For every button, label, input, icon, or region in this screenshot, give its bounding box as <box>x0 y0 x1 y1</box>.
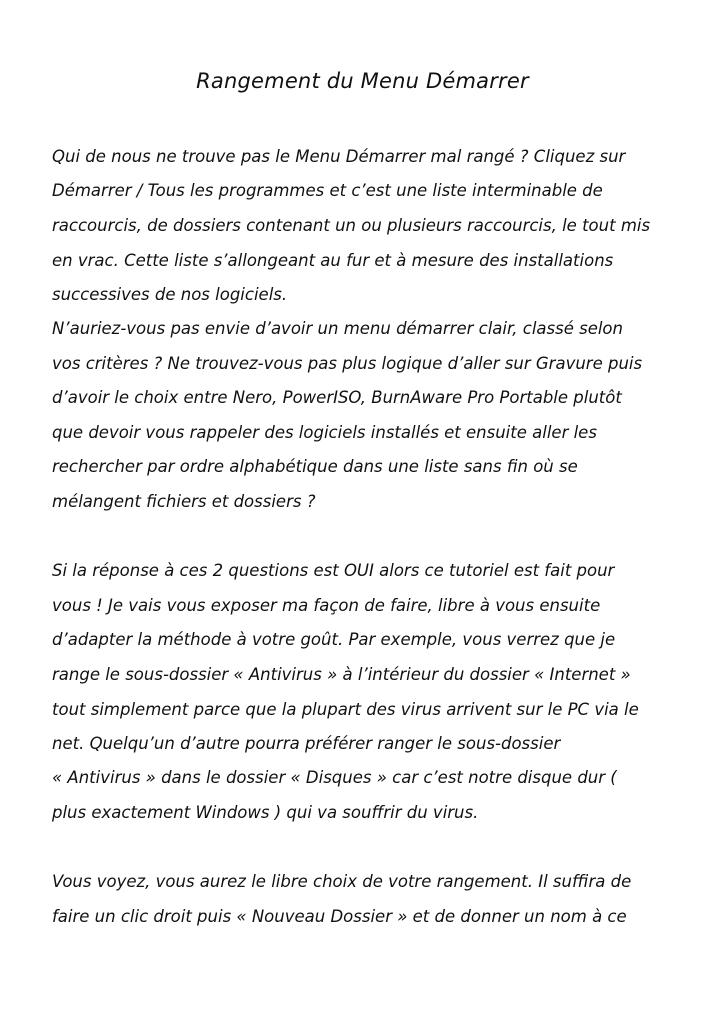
text-line: Vous voyez, vous aurez le libre choix de votre rangement. Il suffira de <box>52 872 632 891</box>
text-line: Démarrer / Tous les programmes et c’est une liste interminable de <box>52 181 603 200</box>
text-line: vous ! Je vais vous exposer ma façon de faire, libre à vous ensuite <box>52 596 601 615</box>
text-line: en vrac. Cette liste s’allongeant au fur et à mesure des installations <box>52 251 614 270</box>
text-line: mélangent fichiers et dossiers ? <box>52 492 316 511</box>
text-line: range le sous-dossier « Antivirus » à l’intérieur du dossier « Internet » <box>52 665 631 684</box>
text-line: d’adapter la méthode à votre goût. Par exemple, vous verrez que je <box>52 630 616 649</box>
text-line: d’avoir le choix entre Nero, PowerISO, BurnAware Pro Portable plutôt <box>52 388 622 407</box>
text-line: plus exactement Windows ) qui va souffrir du virus. <box>52 803 479 822</box>
text-line: faire un clic droit puis « Nouveau Dossier » et de donner un nom à ce <box>52 907 627 926</box>
text-line: successives de nos logiciels. <box>52 285 288 304</box>
text-line: « Antivirus » dans le dossier « Disques » car c’est notre disque dur ( <box>52 768 617 787</box>
text-line: net. Quelqu’un d’autre pourra préférer ranger le sous-dossier <box>52 734 561 753</box>
text-line: vos critères ? Ne trouvez-vous pas plus logique d’aller sur Gravure puis <box>52 354 643 373</box>
text-line: N’auriez-vous pas envie d’avoir un menu démarrer clair, classé selon <box>52 319 623 338</box>
text-line: raccourcis, de dossiers contenant un ou plusieurs raccourcis, le tout mis <box>52 216 651 235</box>
document-title: Rangement du Menu Démarrer <box>196 69 529 93</box>
text-line: Qui de nous ne trouve pas le Menu Démarrer mal rangé ? Cliquez sur <box>52 147 626 166</box>
text-line: rechercher par ordre alphabétique dans une liste sans fin où se <box>52 457 578 476</box>
text-line: que devoir vous rappeler des logiciels installés et ensuite aller les <box>52 423 597 442</box>
text-line: tout simplement parce que la plupart des virus arrivent sur le PC via le <box>52 700 639 719</box>
text-line: Si la réponse à ces 2 questions est OUI alors ce tutoriel est fait pour <box>52 561 615 580</box>
